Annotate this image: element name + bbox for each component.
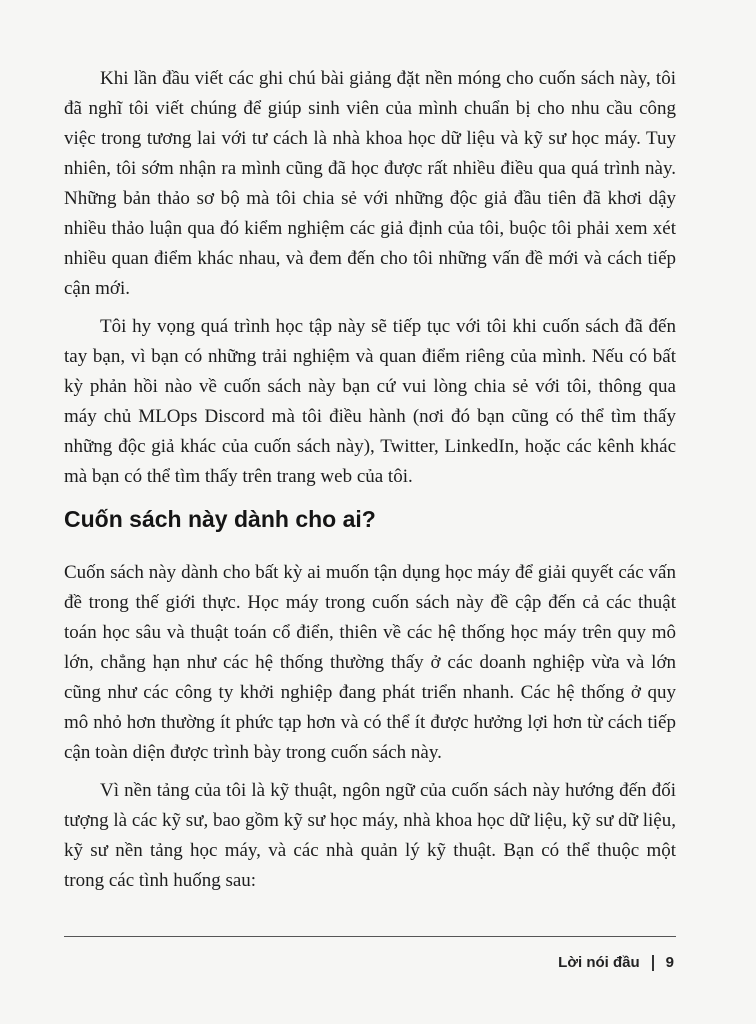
page-footer xyxy=(558,953,674,973)
paragraph: Vì nền tảng của tôi là kỹ thuật, ngôn ngữ của cuốn sách này hướng đến đối tượng là các kỹ sư, bao gồm kỹ sư học máy, nhà khoa học dữ liệu, kỹ sư dữ liệu, kỹ sư nền tảng học máy, và các nhà quản lý kỹ thuật. Bạn có thể thuộc một trong các tình huống sau: xyxy=(64,780,676,891)
section-heading: Cuốn sách này dành cho ai? xyxy=(64,506,376,532)
footer-separator xyxy=(652,955,654,971)
audience-text-block xyxy=(64,558,676,896)
paragraph: Khi lần đầu viết các ghi chú bài giảng đặt nền móng cho cuốn sách này, tôi đã nghĩ tôi viết chúng để giúp sinh viên của mình chuẩn bị cho nhu cầu công việc trong tương lai với tư cách là nhà khoa học dữ liệu và kỹ sư học máy. Tuy nhiên, tôi sớm nhận ra mình cũng đã học được rất nhiều điều qua quá trình này. Những bản thảo sơ bộ mà tôi chia sẻ với những độc giả đầu tiên đã khơi dậy nhiều thảo luận qua đó kiểm nghiệm các giả định của tôi, buộc tôi phải xem xét nhiều quan điểm khác nhau, và đem đến cho tôi những vấn đề mới và cách tiếp cận mới. xyxy=(64,68,676,299)
intro-text-block xyxy=(64,64,676,492)
footer-section-title: Lời nói đầu xyxy=(558,954,640,971)
footer-divider xyxy=(64,936,676,937)
paragraph: Tôi hy vọng quá trình học tập này sẽ tiếp tục với tôi khi cuốn sách đã đến tay bạn, vì bạn có những trải nghiệm và quan điểm riêng của mình. Nếu có bất kỳ phản hồi nào về cuốn sách này bạn cứ vui lòng chia sẻ với tôi, thông qua máy chủ MLOps Discord mà tôi điều hành (nơi đó bạn cũng có thể tìm thấy những độc giả khác của cuốn sách này), Twitter, LinkedIn, hoặc các kênh khác mà bạn có thể tìm thấy trên trang web của tôi. xyxy=(64,316,676,487)
page-number: 9 xyxy=(665,954,674,971)
paragraph: Cuốn sách này dành cho bất kỳ ai muốn tận dụng học máy để giải quyết các vấn đề trong thế giới thực. Học máy trong cuốn sách này đề cập đến cả các thuật toán học sâu và thuật toán cổ điển, thiên về các hệ thống học máy trên quy mô lớn, chẳng hạn như các hệ thống thường thấy ở các doanh nghiệp vừa và lớn cũng như các công ty khởi nghiệp đang phát triển nhanh. Các hệ thống ở quy mô nhỏ hơn thường ít phức tạp hơn và có thể ít được hưởng lợi hơn từ cách tiếp cận toàn diện được trình bày trong cuốn sách này. xyxy=(64,562,676,763)
